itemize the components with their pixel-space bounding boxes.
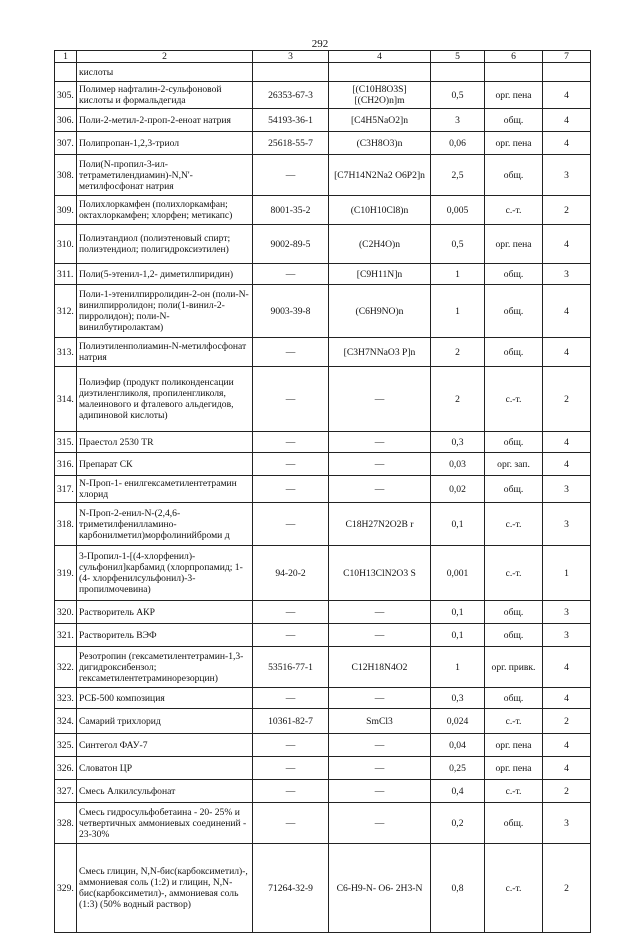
continuation-row: [55, 63, 591, 82]
hazard-indicator: с.-т.: [485, 780, 543, 803]
col-header-4: 4: [329, 51, 431, 63]
chemical-formula: C6-H9-N- O6- 2H3-N: [329, 844, 431, 933]
page-number: 292: [311, 38, 329, 50]
hazard-indicator: общ.: [485, 624, 543, 647]
substance-name: Растворитель ВЭФ: [77, 624, 253, 647]
table-row: [55, 285, 591, 338]
substance-name: Растворитель АКР: [77, 601, 253, 624]
limit-value: 2,5: [431, 155, 485, 196]
limit-value: 0,1: [431, 601, 485, 624]
substance-name: Синтегол ФАУ-7: [77, 734, 253, 757]
cas-number: 10361-82-7: [253, 709, 329, 734]
hazard-class: 4: [543, 225, 591, 264]
cas-number: —: [253, 734, 329, 757]
substance-name: РСБ-500 композиция: [77, 688, 253, 709]
chemical-formula: C10H13ClN2O3 S: [329, 546, 431, 601]
limit-value: 1: [431, 285, 485, 338]
limit-value: 0,1: [431, 503, 485, 546]
cas-number: —: [253, 338, 329, 367]
chemical-formula: —: [329, 367, 431, 432]
row-number: 307.: [55, 132, 77, 155]
row-number: 323.: [55, 688, 77, 709]
cas-number: 9002-89-5: [253, 225, 329, 264]
table-row: [55, 503, 591, 546]
chemical-formula: C18H27N2O2B r: [329, 503, 431, 546]
value-cell: [431, 63, 485, 82]
substance-name: Словатон ЦР: [77, 757, 253, 780]
limit-value: 0,25: [431, 757, 485, 780]
row-number: 314.: [55, 367, 77, 432]
hazard-indicator: орг. пена: [485, 82, 543, 109]
row-number: 328.: [55, 803, 77, 844]
limit-value: 2: [431, 338, 485, 367]
hazard-class: 3: [543, 601, 591, 624]
limit-value: 0,06: [431, 132, 485, 155]
chemical-formula: SmCl3: [329, 709, 431, 734]
table-row: [55, 109, 591, 132]
cas-number: —: [253, 367, 329, 432]
limit-value: 0,2: [431, 803, 485, 844]
substance-name: Праестол 2530 TR: [77, 432, 253, 453]
cas-number: —: [253, 601, 329, 624]
hazard-indicator: с.-т.: [485, 503, 543, 546]
table-row: [55, 132, 591, 155]
hazard-class: 3: [543, 264, 591, 285]
chemical-formula: [C7H14N2Na2 O6P2]n: [329, 155, 431, 196]
hazard-class: 4: [543, 734, 591, 757]
hazard-indicator: орг. пена: [485, 225, 543, 264]
cas-number: 94-20-2: [253, 546, 329, 601]
row-number: 309.: [55, 196, 77, 225]
header-row: [55, 51, 591, 63]
chemical-formula: (C3H8O3)n: [329, 132, 431, 155]
chemical-formula: —: [329, 624, 431, 647]
chemical-formula: [C3H7NNaO3 P]n: [329, 338, 431, 367]
hazard-indicator: общ.: [485, 688, 543, 709]
cas-number: —: [253, 453, 329, 476]
col-header-3: 3: [253, 51, 329, 63]
cas-number: 53516-77-1: [253, 647, 329, 688]
row-number: 308.: [55, 155, 77, 196]
cas-cell: [253, 63, 329, 82]
chemical-formula: —: [329, 601, 431, 624]
hazard-class: 4: [543, 338, 591, 367]
col-header-7: 7: [543, 51, 591, 63]
row-number: 305.: [55, 82, 77, 109]
hazard-class: 2: [543, 367, 591, 432]
limit-value: 0,4: [431, 780, 485, 803]
table-row: [55, 82, 591, 109]
substances-table: [54, 50, 591, 933]
row-number: 310.: [55, 225, 77, 264]
substance-name: N-Проп-1- енилгексаметилентетрамин хлорид: [77, 476, 253, 503]
col-header-1: 1: [55, 51, 77, 63]
limit-value: 3: [431, 109, 485, 132]
limit-value: 1: [431, 647, 485, 688]
row-number: 326.: [55, 757, 77, 780]
chemical-formula: —: [329, 757, 431, 780]
table-row: [55, 734, 591, 757]
table-row: [55, 338, 591, 367]
row-number: 317.: [55, 476, 77, 503]
limit-value: 0,005: [431, 196, 485, 225]
cas-number: —: [253, 803, 329, 844]
row-number: 312.: [55, 285, 77, 338]
substance-name: Полимер нафталин-2-сульфоновой кислоты и формальдегида: [77, 82, 253, 109]
table-row: [55, 601, 591, 624]
cas-number: —: [253, 688, 329, 709]
limit-value: 0,8: [431, 844, 485, 933]
hazard-indicator: общ.: [485, 803, 543, 844]
hazard-class: 4: [543, 757, 591, 780]
hazard-class: 4: [543, 109, 591, 132]
substance-name: N-Проп-2-енил-N-(2,4,6-триметилфенилламино-карбонилметил)морфолинийброми д: [77, 503, 253, 546]
hazard-class: 3: [543, 503, 591, 546]
limit-value: 0,02: [431, 476, 485, 503]
limit-value: 0,1: [431, 624, 485, 647]
row-number: 316.: [55, 453, 77, 476]
hazard-indicator: с.-т.: [485, 709, 543, 734]
table-row: [55, 647, 591, 688]
chemical-formula: —: [329, 453, 431, 476]
chemical-formula: [C4H5NaO2]n: [329, 109, 431, 132]
table-row: [55, 624, 591, 647]
hazard-class: 4: [543, 285, 591, 338]
cas-number: —: [253, 503, 329, 546]
substance-name: Полиэфир (продукт поликонденсации диэтиленгликоля, пропиленгликоля, малеинового и фталевого альдегидов, адипиновой кислоты): [77, 367, 253, 432]
cas-number: 26353-67-3: [253, 82, 329, 109]
hazard-class: 3: [543, 155, 591, 196]
row-number: 325.: [55, 734, 77, 757]
hazard-indicator: с.-т.: [485, 196, 543, 225]
row-number: [55, 63, 77, 82]
cas-number: —: [253, 757, 329, 780]
chemical-formula: —: [329, 432, 431, 453]
hazard-indicator: орг. пена: [485, 757, 543, 780]
cas-number: 71264-32-9: [253, 844, 329, 933]
hazard-indicator: орг. пена: [485, 734, 543, 757]
table-row: [55, 688, 591, 709]
chemical-formula: —: [329, 780, 431, 803]
cas-number: 8001-35-2: [253, 196, 329, 225]
substance-name: 3-Пропил-1-[(4-хлорфенил)-сульфонил]карбамид (хлорпропамид; 1-(4- хлорфенилсульфонил)-3-пропилмочевина): [77, 546, 253, 601]
chemical-formula: —: [329, 734, 431, 757]
cas-number: 25618-55-7: [253, 132, 329, 155]
row-number: 313.: [55, 338, 77, 367]
substance-name: Смесь глицин, N,N-бис(карбоксиметил)-, аммониевая соль (1:2) и глицин, N,N-бис(карбоксиметил)-, аммониевая соль (1:3) (50% водный раствор): [77, 844, 253, 933]
substance-name: Резотропин (гексаметилентетрамин-1,3- дигидроксибензол; гексаметилентетраминорезорцин): [77, 647, 253, 688]
limit-value: 0,3: [431, 432, 485, 453]
table-row: [55, 264, 591, 285]
substance-name: Полиэтандиол (полиэтеновый спирт; полиэтендиол; полигидроксиэтилен): [77, 225, 253, 264]
hazard-class: 4: [543, 432, 591, 453]
substance-name: Поли-1-этенилпирролидин-2-он (поли-N-винилпирролидон; поли(1-винил-2-пирролидон); поли-N-винилбутиролактам): [77, 285, 253, 338]
hazard-class: 4: [543, 453, 591, 476]
hazard-indicator: орг. пена: [485, 132, 543, 155]
table-row: [55, 780, 591, 803]
limit-value: 0,5: [431, 225, 485, 264]
limit-value: 0,001: [431, 546, 485, 601]
table-row: [55, 225, 591, 264]
hazard-class: 4: [543, 647, 591, 688]
table-row: [55, 844, 591, 933]
cas-number: —: [253, 432, 329, 453]
substance-name: Поли(5-этенил-1,2- диметилпиридин): [77, 264, 253, 285]
hazard-indicator: орг. зап.: [485, 453, 543, 476]
chemical-formula: —: [329, 476, 431, 503]
row-number: 321.: [55, 624, 77, 647]
cas-number: —: [253, 624, 329, 647]
hazard-class: 4: [543, 82, 591, 109]
substance-name: Полихлоркамфен (полихлоркамфан; октахлоркамфен; хлорфен; метикапс): [77, 196, 253, 225]
hazard-class: 3: [543, 476, 591, 503]
cas-number: 54193-36-1: [253, 109, 329, 132]
chemical-formula: —: [329, 803, 431, 844]
table-row: [55, 155, 591, 196]
row-number: 318.: [55, 503, 77, 546]
hazard-class: 4: [543, 132, 591, 155]
hazard-indicator: общ.: [485, 601, 543, 624]
hazard-indicator: с.-т.: [485, 367, 543, 432]
table-row: [55, 367, 591, 432]
hazard-class: 2: [543, 844, 591, 933]
col-header-6: 6: [485, 51, 543, 63]
hazard-class: 2: [543, 709, 591, 734]
substance-name: Полипропан-1,2,3-триол: [77, 132, 253, 155]
substance-name: Препарат СК: [77, 453, 253, 476]
hazard-indicator: орг. привк.: [485, 647, 543, 688]
chemical-formula: (C2H4O)n: [329, 225, 431, 264]
chemical-formula: [C9H11N]n: [329, 264, 431, 285]
substance-name: Смесь Алкилсульфонат: [77, 780, 253, 803]
table-row: [55, 546, 591, 601]
limit-value: 2: [431, 367, 485, 432]
hazard-class: 1: [543, 546, 591, 601]
limit-value: 0,04: [431, 734, 485, 757]
cas-number: —: [253, 264, 329, 285]
hazard-indicator: общ.: [485, 285, 543, 338]
table-row: [55, 453, 591, 476]
limit-value: 0,3: [431, 688, 485, 709]
row-number: 322.: [55, 647, 77, 688]
chemical-formula: (C6H9NO)n: [329, 285, 431, 338]
substance-name: Смесь гидросульфобетаина - 20- 25% и четвертичных аммониевых соединений - 23-30%: [77, 803, 253, 844]
continuation-text: кислоты: [77, 63, 253, 82]
hazard-indicator: с.-т.: [485, 844, 543, 933]
hazard-class: 3: [543, 803, 591, 844]
table-row: [55, 803, 591, 844]
class-cell: [485, 63, 543, 82]
table-row: [55, 196, 591, 225]
hazard-class: 3: [543, 624, 591, 647]
hazard-indicator: общ.: [485, 432, 543, 453]
limit-value: 1: [431, 264, 485, 285]
col-header-5: 5: [431, 51, 485, 63]
table-row: [55, 757, 591, 780]
row-number: 327.: [55, 780, 77, 803]
hazard-indicator: общ.: [485, 109, 543, 132]
hazard-class: 4: [543, 688, 591, 709]
row-number: 306.: [55, 109, 77, 132]
limit-value: 0,03: [431, 453, 485, 476]
table-row: [55, 476, 591, 503]
table-row: [55, 709, 591, 734]
hazard-class: 2: [543, 780, 591, 803]
cas-number: —: [253, 476, 329, 503]
substance-name: Самарий трихлорид: [77, 709, 253, 734]
substance-name: Полиэтиленполиамин-N-метилфосфонат натрия: [77, 338, 253, 367]
chemical-formula: —: [329, 688, 431, 709]
hazard-class: 2: [543, 196, 591, 225]
cas-number: 9003-39-8: [253, 285, 329, 338]
hazard-indicator: общ.: [485, 476, 543, 503]
row-number: 320.: [55, 601, 77, 624]
row-number: 329.: [55, 844, 77, 933]
chemical-formula: C12H18N4O2: [329, 647, 431, 688]
limit-value: 0,024: [431, 709, 485, 734]
row-number: 324.: [55, 709, 77, 734]
row-number: 311.: [55, 264, 77, 285]
hazard-indicator: с.-т.: [485, 546, 543, 601]
substance-name: Поли-2-метил-2-проп-2-еноат натрия: [77, 109, 253, 132]
hazard-indicator: общ.: [485, 338, 543, 367]
cas-number: —: [253, 780, 329, 803]
row-number: 319.: [55, 546, 77, 601]
row-number: 315.: [55, 432, 77, 453]
formula-cell: [329, 63, 431, 82]
chemical-formula: (C10H10Cl8)n: [329, 196, 431, 225]
chemical-formula: [(C10H8O3S][(CH2O)n]m: [329, 82, 431, 109]
hazard-cell: [543, 63, 591, 82]
substance-name: Поли(N-пропил-3-ил-тетраметилендиамин)-N,N'-метилфосфонат натрия: [77, 155, 253, 196]
cas-number: —: [253, 155, 329, 196]
limit-value: 0,5: [431, 82, 485, 109]
hazard-indicator: общ.: [485, 155, 543, 196]
hazard-indicator: общ.: [485, 264, 543, 285]
col-header-2: 2: [77, 51, 253, 63]
table-row: [55, 432, 591, 453]
